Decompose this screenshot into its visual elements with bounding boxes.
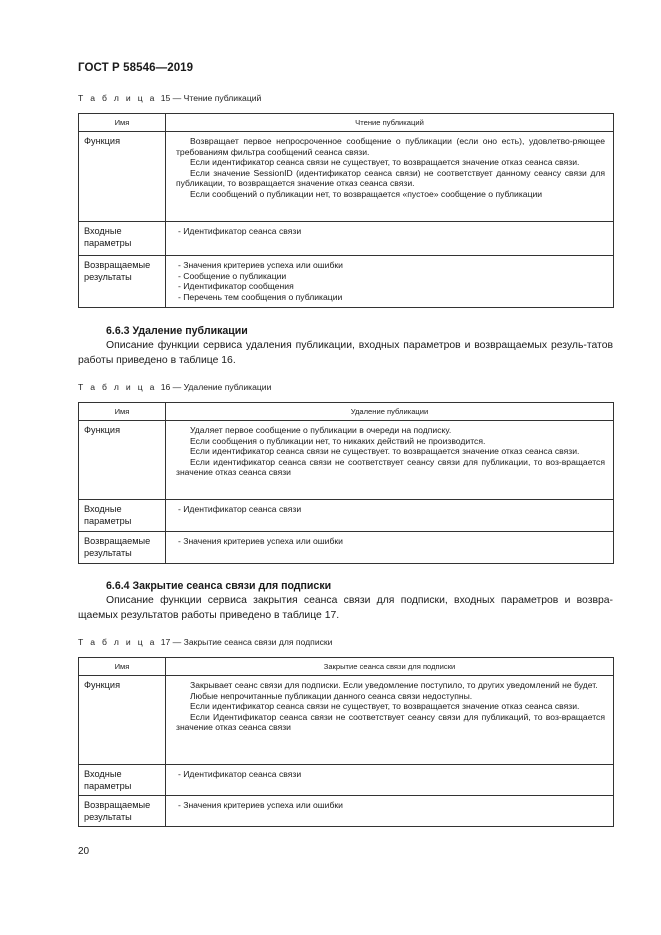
- table-row-input: [79, 500, 614, 532]
- row-name: Функция: [79, 132, 166, 222]
- list-item: - Значения критериев успеха или ошибки: [178, 260, 343, 270]
- table-row-input: [79, 765, 614, 796]
- row-name: Входные параметры: [79, 222, 166, 256]
- row-value: [166, 765, 614, 796]
- text-line: Закрывает сеанс связи для подписки. Если уведомление поступило, то других уведомлений не будет.: [190, 680, 598, 690]
- table-16: [78, 402, 614, 564]
- table-caption-text: 15 — Чтение публикаций: [160, 93, 262, 103]
- row-name: Входные параметры: [79, 765, 166, 796]
- table-row-function: [79, 421, 614, 500]
- table-15-caption: [78, 93, 261, 103]
- section-paragraph-6-6-4: [78, 594, 613, 623]
- text-line: Если сообщений о публикации нет, то возвращается «пустое» сообщение о публикации: [190, 188, 543, 199]
- row-value: [166, 676, 614, 765]
- table-header-row: [79, 658, 614, 676]
- row-value: [166, 796, 614, 827]
- list-item: - Значения критериев успеха или ошибки: [178, 800, 343, 810]
- table-caption-text: 16 — Удаление публикации: [160, 382, 272, 392]
- table-row-result: [79, 256, 614, 308]
- table-label: Т а б л и ц а: [78, 93, 157, 103]
- list-item: - Идентификатор сеанса связи: [178, 504, 302, 514]
- section-paragraph-6-6-3: [78, 339, 613, 368]
- row-value: [166, 132, 614, 222]
- row-value: [166, 532, 614, 564]
- column-header-name: Имя: [79, 114, 166, 132]
- text-line: Если Идентификатор сеанса связи не соответствует сеансу связи для публикаций, то воз-вращается значение отказ сеанса связи: [176, 711, 605, 733]
- row-value: [166, 421, 614, 500]
- row-name: Функция: [79, 421, 166, 500]
- column-header-value: Закрытие сеанса связи для подписки: [166, 658, 614, 676]
- table-label: Т а б л и ц а: [78, 382, 157, 392]
- table-row-result: [79, 532, 614, 564]
- paragraph-text: Описание функции сервиса закрытия сеанса связи для подписки, входных параметров и возвра-щаемых результатов работы приведено в таблице 17.: [78, 595, 613, 621]
- table-row-input: [79, 222, 614, 256]
- row-name: Функция: [79, 676, 166, 765]
- table-row-function: [79, 676, 614, 765]
- list-item: - Сообщение о публикации: [178, 270, 287, 281]
- table-17: [78, 657, 614, 827]
- column-header-name: Имя: [79, 403, 166, 421]
- section-title-6-6-4: 6.6.4 Закрытие сеанса связи для подписки: [106, 580, 332, 592]
- column-header-name: Имя: [79, 658, 166, 676]
- column-header-value: Удаление публикации: [166, 403, 614, 421]
- text-line: Если идентификатор сеанса связи не существует, то возвращается значение отказ сеанса связи.: [190, 701, 580, 712]
- section-title-6-6-3: 6.6.3 Удаление публикации: [106, 325, 248, 337]
- text-line: Если идентификатор сеанса связи не существует. то возвращается значение отказ сеанса связи.: [190, 446, 580, 457]
- table-header-row: [79, 114, 614, 132]
- text-line: Если сообщения о публикации нет, то никаких действий не производится.: [190, 435, 486, 446]
- document-header: ГОСТ Р 58546—2019: [78, 62, 194, 74]
- table-row-result: [79, 796, 614, 827]
- list-item: - Идентификатор сообщения: [178, 281, 294, 292]
- table-header-row: [79, 403, 614, 421]
- list-item: - Идентификатор сеанса связи: [178, 769, 302, 779]
- list-item: - Идентификатор сеанса связи: [178, 226, 302, 236]
- row-name: Входные параметры: [79, 500, 166, 532]
- table-caption-text: 17 — Закрытие сеанса связи для подписки: [160, 637, 333, 647]
- column-header-value: Чтение публикаций: [166, 114, 614, 132]
- row-value: [166, 500, 614, 532]
- text-line: Если значение SessionID (идентификатор сеанса связи) не соответствует данному сеансу связи для публикации, то возвращается значение отказ сеанса связи.: [176, 167, 605, 189]
- text-line: Любые непрочитанные публикации данного сеанса связи недоступны.: [190, 690, 473, 701]
- text-line: Возвращает первое непросроченное сообщение о публикации (если оно есть), удовлетво-ряющее требованиям фильтра сообщений сеанса связи.: [176, 136, 605, 157]
- table-15: [78, 113, 614, 308]
- table-label: Т а б л и ц а: [78, 637, 157, 647]
- text-line: Удаляет первое сообщение о публикации в очереди на подписку.: [190, 425, 452, 435]
- page-number: 20: [78, 846, 90, 857]
- row-value: [166, 222, 614, 256]
- table-17-caption: [78, 637, 332, 647]
- list-item: - Значения критериев успеха или ошибки: [178, 536, 343, 546]
- row-value: [166, 256, 614, 308]
- list-item: - Перечень тем сообщения о публикации: [178, 291, 343, 302]
- row-name: Возвращаемые результаты: [79, 796, 166, 827]
- row-name: Возвращаемые результаты: [79, 532, 166, 564]
- table-16-caption: [78, 382, 271, 392]
- row-name: Возвращаемые результаты: [79, 256, 166, 308]
- text-line: Если идентификатор сеанса связи не соответствует сеансу связи для публикации, то воз-вращается значение отказ сеанса связи: [176, 456, 605, 478]
- text-line: Если идентификатор сеанса связи не существует, то возвращается значение отказ сеанса связи.: [190, 157, 580, 168]
- paragraph-text: Описание функции сервиса удаления публикации, входных параметров и возвращаемых резуль-татов работы приведено в таблице 16.: [78, 340, 613, 366]
- table-row-function: [79, 132, 614, 222]
